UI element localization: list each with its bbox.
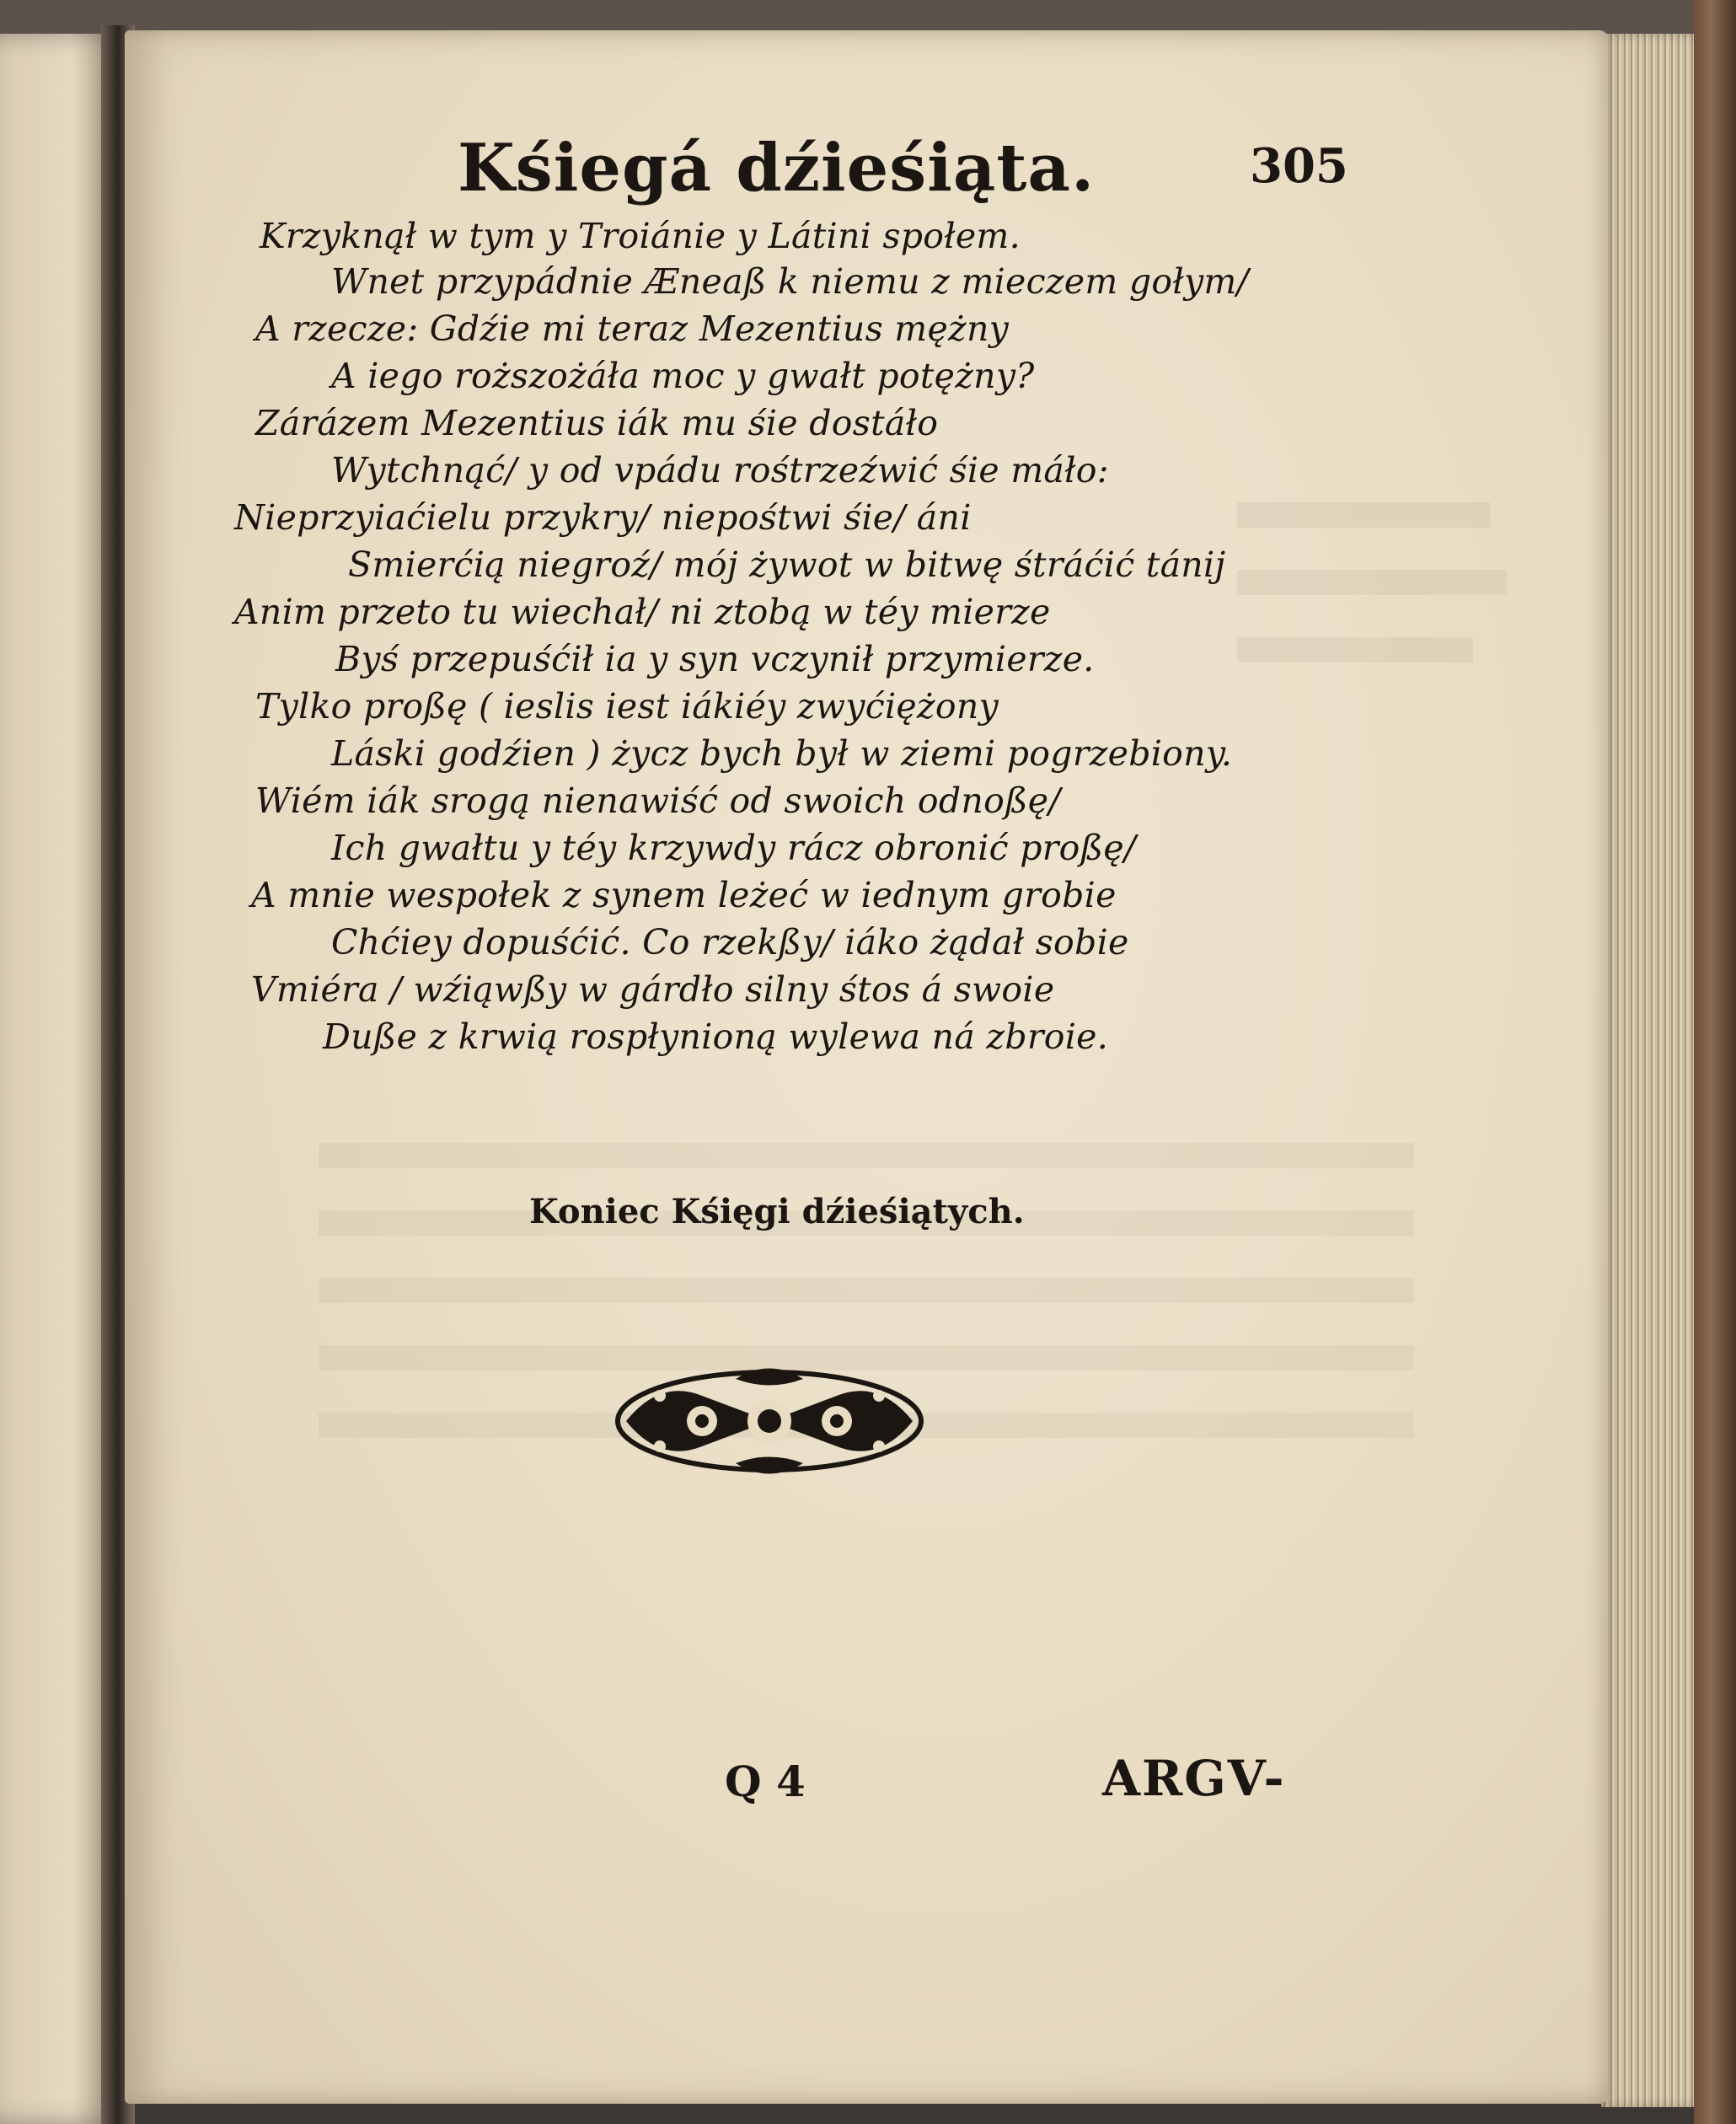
book-page — [125, 30, 1608, 2104]
book-cover-edge — [1694, 0, 1736, 2124]
verse-line: Smierćią niegroź/ mój żywot w bitwę śtráćić tánij — [348, 544, 1226, 585]
verse-line: A mnie wespołek z synem leżeć w iednym grobie — [251, 875, 1117, 915]
signature-mark: Q 4 — [725, 1757, 806, 1806]
show-through-mark — [1237, 502, 1490, 528]
catchword: ARGV- — [1102, 1750, 1286, 1807]
verse-line: Nieprzyiaćielu przykry/ niepośtwi śie/ áni — [234, 497, 972, 538]
verse-line: Wnet przypádnie Æneaß k niemu z mieczem gołym/ — [331, 261, 1249, 302]
verse-line: Wiém iák srogą nienawiść od swoich odnoßę/ — [255, 780, 1061, 821]
verse-line: Wytchnąć/ y od vpádu rośtrzeźwić śie máło: — [331, 450, 1109, 491]
running-head: Kśiegá dźieśiąta. — [458, 130, 1096, 206]
verse-line: Duße z krwią rospłynioną wylewa ná zbroie. — [323, 1016, 1109, 1057]
verse-line: A rzecze: Gdźie mi teraz Mezentius mężny — [255, 308, 1010, 349]
verse-line: Anim przeto tu wiechał/ ni ztobą w téy mierze — [234, 592, 1051, 632]
verse-line: Byś przepuśćił ia y syn vczynił przymierze. — [335, 639, 1095, 679]
verse-line: Chćiey dopuśćić. Co rzekßy/ iáko żądał sobie — [331, 922, 1129, 963]
verse-line: Ich gwałtu y téy krzywdy rácz obronić proßę/ — [331, 828, 1137, 868]
verse-line: Krzyknął w tym y Troiánie y Látini społem. — [260, 216, 1021, 256]
left-page-edge — [0, 34, 118, 2124]
floral-ornament-icon — [609, 1362, 930, 1480]
page-number: 305 — [1250, 138, 1348, 194]
show-through-mark — [319, 1278, 1414, 1303]
show-through-mark — [319, 1143, 1414, 1168]
page-stack-edge — [1601, 34, 1694, 2107]
verse-line: Láski godźien ) życz bych był w ziemi pogrzebiony. — [331, 733, 1233, 774]
verse-line: Tylko proßę ( ieslis iest iákiéy zwyćiężony — [255, 686, 999, 727]
show-through-mark — [1237, 637, 1473, 662]
verse-line: A iego roższożáła moc y gwałt potężny? — [331, 356, 1035, 396]
show-through-mark — [1237, 570, 1507, 595]
verse-line: Zárázem Mezentius iák mu śie dostáło — [255, 403, 939, 443]
book-colophon: Koniec Kśięgi dźieśiątych. — [529, 1192, 1025, 1231]
verse-line: Vmiéra / wźiąwßy w gárdło silny śtos á swoie — [251, 969, 1055, 1010]
